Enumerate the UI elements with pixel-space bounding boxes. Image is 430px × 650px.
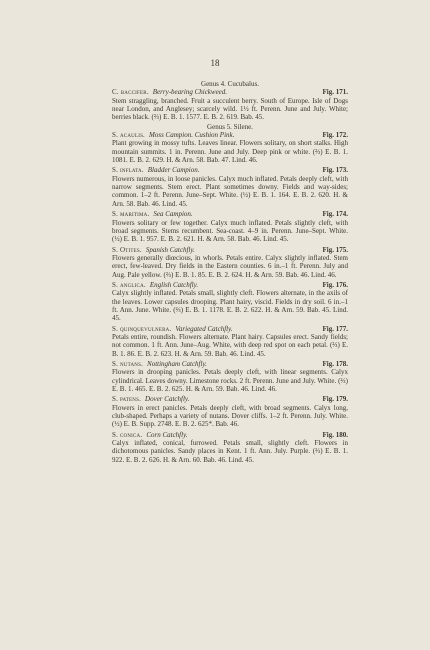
species-entry [112,360,348,393]
figure-number: Fig. 173. [322,166,348,175]
common-name: Variegated Catchfly. [175,324,233,333]
common-name: Bladder Campion. [147,166,200,175]
entry-heading [112,431,348,439]
species-entry [112,210,348,243]
figure-number: Fig. 175. [322,245,348,254]
common-name: Corn Catchfly. [146,430,188,439]
figure-number: Fig. 171. [322,88,348,97]
scientific-name: S. maritima. [112,210,150,219]
entry-heading [112,281,348,289]
species-entry [112,166,348,208]
entry-description: Calyx inflated, conical, furrowed. Petals small, slightly cleft. Flowers in dichotomous panicles. Sandy places in Kent. 1 ft. Ann. July. Purple. (⅔) E. B. 1. 922. E. B. 2. 626. H. & Arn. 60. Bab. 46. Lind. 45. [112,439,348,464]
entry-name-group [112,246,195,254]
species-entry [112,88,348,121]
entry-description: Flowers generally diœcious, in whorls. Petals entire. Calyx slightly inflated. Stem erect, few-leaved. Dry fields in the Eastern counties. 6 in.–1 ft. Perenn. July and Aug. Pale yellow. (⅔) E. B. 1. 85. E. B. 2. 624. H. & Arn. 59. Bab. 46. Lind. 46. [112,253,348,279]
common-name: Spanish Catchfly. [145,245,195,254]
entry-name-group [112,281,198,289]
entry-description: Plant growing in mossy tufts. Leaves linear. Flowers solitary, on short stalks. High mountain summits. 1 in. Perenn. June and July. Deep pink or white. (⅔) E. B. 1. 1081. E. B. 2. 629. H. & Arn. 58. Bab. 47. Lind. 46. [112,139,348,165]
entry-description: Flowers in drooping panicles. Petals deeply cleft, with linear segments. Calyx cylindrical. Leaves downy. Limestone rocks. 2 ft. Perenn. June and July. White. (⅔) E. B. 1. 465. E. B. 2. 625. H. & Arn. 59. Bab. 46. Lind. 46. [112,368,348,394]
entry-heading [112,88,348,96]
page-number: 18 [210,58,220,68]
entry-heading [112,395,348,403]
figure-number: Fig. 180. [322,430,348,439]
entry-name-group [112,325,233,333]
species-entry [112,246,348,279]
entry-name-group [112,210,193,218]
scientific-name: S. inflata. [112,166,144,175]
species-entry [112,431,348,464]
figure-number: Fig. 178. [322,360,348,368]
species-entry [112,395,348,428]
species-entry [112,131,348,164]
entry-name-group [112,131,234,139]
scientific-name: C. baccifer. [112,88,149,97]
entry-name-group [112,166,200,174]
entry-name-group [112,395,189,403]
common-name: English Catchfly. [149,280,199,289]
scientific-name: S. acaulis. [112,131,146,140]
entry-description: Stem straggling, branched. Fruit a succulent berry. South of Europe. Isle of Dogs near London, and Anglesey; scarcely wild. 1½ ft. Perenn. June and July. White; berries black. (⅔) E. B. 1. 1577. E. B. 2. 619. Bab. 45. [112,96,348,122]
scientific-name: S. conica. [112,430,143,439]
entry-description: Flowers solitary or few together. Calyx much inflated. Petals slightly cleft, with broad segments. Stems recumbent. Sea-coast. 4–9 in. Perenn. June–Sept. White. (½) E. B. 1. 957. E. B. 2. 621. H. & Arn. 58. Bab. 46. Lind. 45. [112,218,348,244]
figure-number: Fig. 179. [322,395,348,404]
scientific-name: S. quinquevulnera. [112,324,172,333]
genus-heading: Genus 5. Silene. [207,122,253,131]
entry-description: Calyx slightly inflated. Petals small, slightly cleft. Flowers alternate, in the axils of the leaves. Lower capsules drooping. Plant hairy, viscid. Fields in dry soil. 6 in.–1 ft. Ann. June. White. (⅔) E. B. 1. 1178. E. B. 2. 622. H. & Arn. 59. Bab. 45. Lind. 45. [112,289,348,323]
scientific-name: S. nutans. [112,360,144,368]
common-name: Dover Catchfly. [145,395,190,404]
species-entry [112,325,348,358]
entry-name-group [112,88,227,96]
common-name: Sea Campion. [153,210,193,219]
scientific-name: S. Otites. [112,245,142,254]
entry-heading [112,131,348,139]
common-name: Moss Campion. Cushion Pink. [149,131,235,140]
species-entry [112,281,348,323]
figure-number: Fig. 172. [322,131,348,140]
entry-heading [112,360,348,368]
figure-number: Fig. 177. [322,324,348,333]
common-name: Nottingham Catchfly. [147,360,207,368]
entry-heading [112,246,348,254]
entry-heading [112,166,348,174]
genus-heading: Genus 4. Cucubalus. [201,80,259,88]
entry-description: Petals entire, roundish. Flowers alternate. Plant hairy. Capsules erect. Sandy fields; not common. 1 ft. Ann. June–Aug. White, with deep red spot on each petal. (⅔) E. B. 1. 86. E. B. 2. 623. H. & Arn. 59. Bab. 46. Lind. 45. [112,332,348,358]
figure-number: Fig. 176. [322,280,348,289]
entry-name-group [112,431,188,439]
entry-heading [112,325,348,333]
entry-description: Flowers numerous, in loose panicles. Calyx much inflated. Petals deeply cleft, with narrow segments. Stem erect. Plant sometimes downy. Fields and way-sides; common. 1–2 ft. Perenn. June–Sept. White. (½) E. B. 1. 164. E. B. 2. 620. H. & Arn. 58. Bab. 46. Lind. 45. [112,174,348,208]
scientific-name: S. anglica. [112,280,146,289]
common-name: Berry-bearing Chickweed. [152,88,228,97]
entry-heading [112,210,348,218]
entry-description: Flowers in erect panicles. Petals deeply cleft, with broad segments. Calyx long, club-shaped. Perhaps a variety of nutans. Dover cliffs. 1–2 ft. Perenn. July. White. (½) E. B. Supp. 2748. E. B. 2. 625*. Bab. 46. [112,403,348,429]
scientific-name: S. patens. [112,395,142,404]
entry-name-group [112,360,207,368]
figure-number: Fig. 174. [322,210,348,219]
page-content [112,76,348,464]
